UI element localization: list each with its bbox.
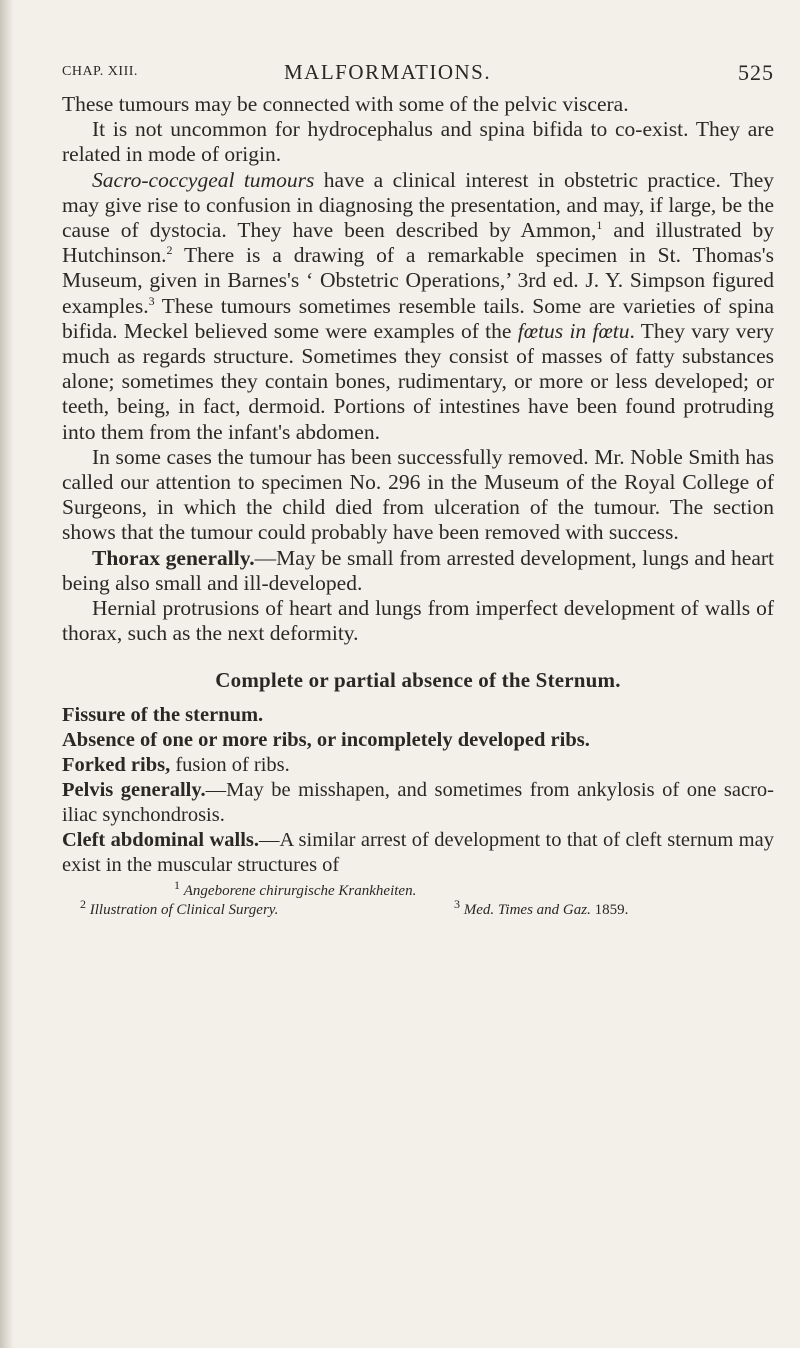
paragraph-pelvic-viscera: These tumours may be connected with some of the pelvic viscera. (62, 92, 629, 116)
term-foetus-in-foetu: fœtus in fœtu (517, 318, 630, 343)
section-heading: Complete or partial absence of the Sternum. (215, 668, 621, 693)
page-number: 525 (738, 60, 774, 85)
footnote-1: $^1$ Angeborene chirurgische Krankheiten. (174, 878, 417, 900)
list-item-fissure: Fissure of the sternum. (62, 704, 264, 727)
footnote-ref-2: 2 (166, 243, 173, 258)
footnote-3: $^3$ Med. Times and Gaz. 1859. (454, 897, 629, 919)
deformity-list (62, 703, 774, 878)
chapter-label: CHAP. XIII. (62, 64, 138, 79)
footnote-ref-3: 3 (148, 293, 155, 308)
list-item-cleft-abdominal: Cleft abdominal walls.—A similar arrest of development to that of cleft sternum may exist in the muscular structures of (62, 829, 774, 877)
book-gutter-shadow (0, 0, 14, 1348)
term-thorax: Thorax generally. (92, 545, 255, 570)
list-item-forked-ribs: Forked ribs, fusion of ribs. (62, 754, 290, 777)
book-page (62, 58, 774, 920)
paragraph-hernial: Hernial protrusions of heart and lungs from imperfect development of walls of thorax, such as the next deformity. (62, 596, 774, 646)
term-sacro-coccygeal: Sacro-coccygeal tumours (92, 167, 315, 192)
footnotes (62, 878, 774, 920)
paragraph-tumour-removed: In some cases the tumour has been successfully removed. Mr. Noble Smith has called our attention to specimen No. 296 in the Museum of the Royal College of Surgeons, in which the child died from ulceration of the tumour. The section shows that the tumour could probably have been removed with success. (62, 444, 774, 545)
paragraph-thorax: Thorax generally.—May be small from arrested development, lungs and heart being also small and ill-developed. (62, 545, 775, 595)
main-text (62, 92, 774, 920)
list-item-absence-ribs: Absence of one or more ribs, or incompletely developed ribs. (62, 729, 590, 752)
list-item-pelvis: Pelvis generally.—May be misshapen, and sometimes from ankylosis of one sacro-iliac synchondrosis. (62, 779, 774, 827)
paragraph-hydrocephalus: It is not uncommon for hydrocephalus and spina bifida to co-exist. They are related in mode of origin. (62, 117, 774, 167)
footnote-ref-1: 1 (596, 217, 603, 232)
paragraph-sacro-coccygeal: Sacro-coccygeal tumours have a clinical interest in obstetric practice. They may give rise to confusion in diagnosing the presentation, and may, if large, be the cause of dystocia. They have been described by Ammon,$^1$ and illustrated by Hutchinson.$^2$ There is a drawing of a remarkable specimen in St. Thomas's Museum, given in Barnes's ‘ Obstetric Operations,’ 3rd ed. J. Y. Simpson figured examples.$^3$ These tumours sometimes resemble tails. Some are varieties of spina bifida. Meckel believed some were examples of the fœtus in fœtu. They vary very much as regards structure. Sometimes they consist of masses of fatty substances alone; sometimes they contain bones, rudimentary, or more or less developed; or teeth, being, in fact, dermoid. Portions of intestines have been found protruding into them from the infant's abdomen. (62, 167, 774, 444)
running-header (62, 58, 774, 92)
footnote-2-3 (62, 897, 774, 920)
running-title: MALFORMATIONS. (284, 60, 492, 84)
footnote-2: $^2$ Illustration of Clinical Surgery. (80, 897, 279, 919)
